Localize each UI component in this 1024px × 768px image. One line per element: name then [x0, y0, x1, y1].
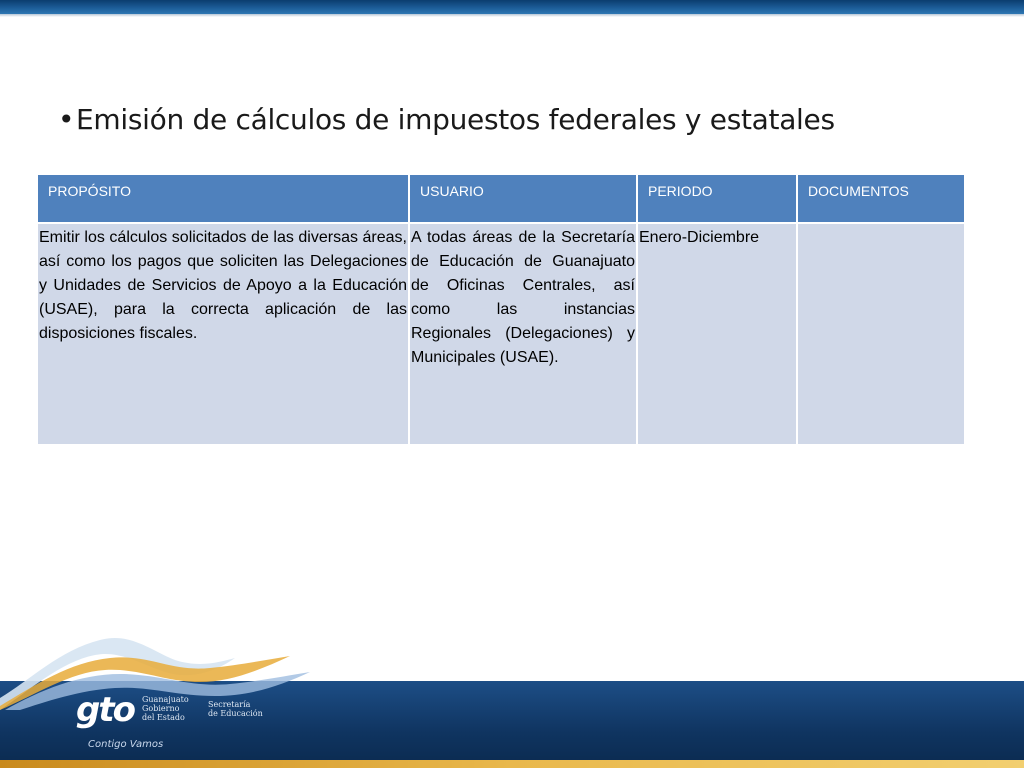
slogan-text: Contigo Vamos	[88, 739, 164, 750]
gov-label: Guanajuato Gobierno del Estado	[142, 695, 189, 722]
table-header-row	[38, 175, 964, 222]
top-banner-shadow	[0, 14, 1024, 17]
heading-text: Emisión de cálculos de impuestos federales y estatales	[76, 103, 835, 136]
cell-documentos	[798, 224, 964, 444]
table-row	[38, 224, 964, 444]
header-usuario: USUARIO	[410, 175, 636, 222]
bullet-icon: •	[58, 103, 75, 136]
dept-label: Secretaría de Educación	[208, 700, 263, 718]
top-banner	[0, 0, 1024, 14]
header-proposito: PROPÓSITO	[38, 175, 408, 222]
cell-usuario: A todas áreas de la Secretaría de Educación de Guanajuato de Oficinas Centrales, así como las instancias Regionales (Delegaciones) y Municipales (USAE).	[410, 224, 636, 444]
info-table	[36, 173, 966, 446]
header-documentos: DOCUMENTOS	[798, 175, 964, 222]
header-periodo: PERIODO	[638, 175, 796, 222]
slide-heading	[58, 100, 958, 140]
footer-gold-line	[0, 760, 1024, 768]
cell-proposito: Emitir los cálculos solicitados de las diversas áreas, así como los pagos que soliciten las Delegaciones y Unidades de Servicios de Apoyo a la Educación (USAE), para la correcta aplicación de las disposiciones fiscales.	[38, 224, 408, 444]
cell-periodo: Enero-Diciembre	[638, 224, 796, 444]
gto-logo: gto	[76, 690, 134, 730]
